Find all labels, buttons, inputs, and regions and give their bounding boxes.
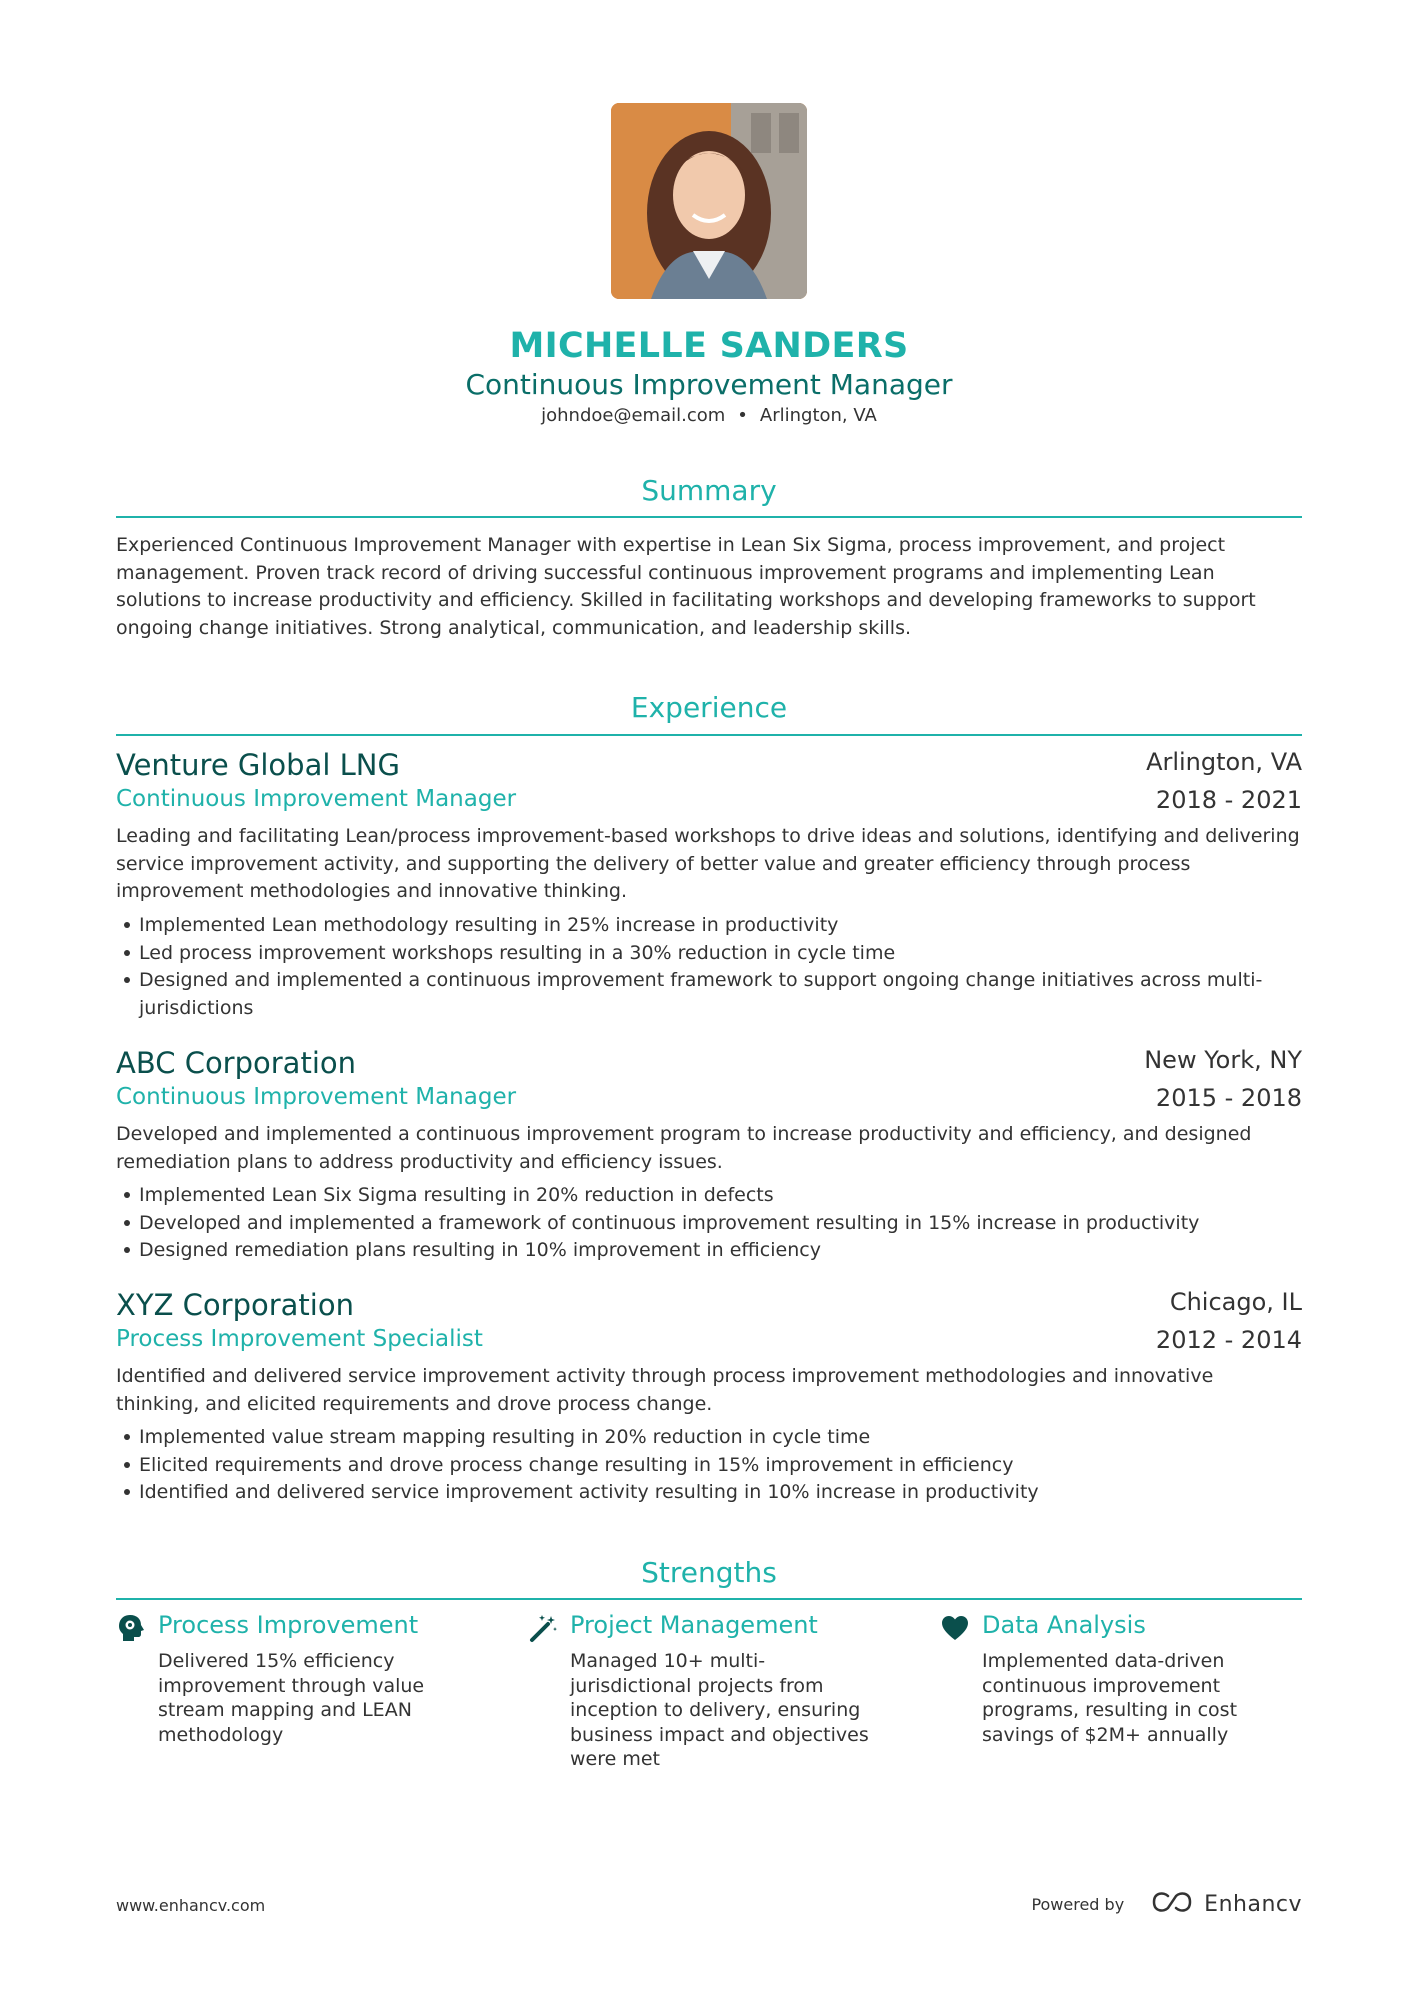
summary-heading: Summary bbox=[641, 474, 777, 507]
contact-location: Arlington, VA bbox=[759, 405, 877, 426]
strength-description: Implemented data-driven continuous improvement programs, resulting in cost savings of $2M+ annually bbox=[982, 1650, 1238, 1746]
strength-description: Delivered 15% efficiency improvement through value stream mapping and LEAN methodology bbox=[158, 1650, 425, 1746]
profile-photo bbox=[611, 103, 807, 299]
heart-icon bbox=[940, 1613, 970, 1643]
job-bullet: Implemented Lean Six Sigma resulting in 20% reduction in defects bbox=[116, 1182, 1302, 1210]
job-title: Continuous Improvement Manager bbox=[116, 1084, 517, 1110]
summary-text: Experienced Continuous Improvement Manager with expertise in Lean Six Sigma, process improvement, and project management. Proven track record of driving successful continuous improvement programs and implementing Lean solutions to increase productivity and efficiency. Skilled in facilitating workshops and developing frameworks to support ongoing change initiatives. Strong analytical, communication, and leadership skills. bbox=[116, 534, 1256, 639]
contact-line bbox=[116, 405, 1302, 426]
job-bullet: Elicited requirements and drove process change resulting in 15% improvement in efficiency bbox=[116, 1452, 1302, 1480]
job-description: Leading and facilitating Lean/process improvement-based workshops to drive ideas and solutions, identifying and delivering service improvement activity, and supporting the delivery of better value and greater efficiency through process improvement methodologies and innovative thinking. bbox=[116, 825, 1300, 902]
job-bullet: Developed and implemented a framework of continuous improvement resulting in 15% increase in productivity bbox=[116, 1210, 1302, 1238]
job-bullets bbox=[116, 1182, 1302, 1265]
email-link[interactable]: johndoe@email.com bbox=[541, 405, 726, 426]
job-bullet: Implemented Lean methodology resulting in 25% increase in productivity bbox=[116, 912, 1302, 940]
strength-description: Managed 10+ multi-jurisdictional projects from inception to delivery, ensuring business impact and objectives were met bbox=[570, 1650, 869, 1770]
job-company: XYZ Corporation bbox=[116, 1288, 354, 1322]
head-gear-icon bbox=[116, 1613, 146, 1643]
magic-wand-icon bbox=[528, 1613, 558, 1643]
job-company: Venture Global LNG bbox=[116, 748, 400, 782]
job-bullet: Implemented value stream mapping resulting in 20% reduction in cycle time bbox=[116, 1424, 1302, 1452]
job-bullets bbox=[116, 912, 1302, 1022]
strength-title: Process Improvement bbox=[158, 1611, 419, 1639]
contact-separator: • bbox=[737, 405, 748, 426]
footer-branding bbox=[1031, 1888, 1302, 1920]
strength-title: Data Analysis bbox=[982, 1611, 1146, 1639]
job-company: ABC Corporation bbox=[116, 1046, 357, 1080]
footer-website-link[interactable]: www.enhancv.com bbox=[116, 1896, 266, 1915]
job-title: Process Improvement Specialist bbox=[116, 1326, 483, 1352]
job-dates: 2015 - 2018 bbox=[1155, 1084, 1302, 1112]
strength-title: Project Management bbox=[570, 1611, 818, 1639]
job-bullets bbox=[116, 1424, 1302, 1507]
experience-divider bbox=[116, 734, 1302, 736]
job-bullet: Led process improvement workshops resulting in a 30% reduction in cycle time bbox=[116, 940, 1302, 968]
job-dates: 2012 - 2014 bbox=[1155, 1326, 1302, 1354]
job-description: Developed and implemented a continuous improvement program to increase productivity and efficiency, and designed remediation plans to address productivity and efficiency issues. bbox=[116, 1123, 1252, 1173]
strengths-heading: Strengths bbox=[641, 1556, 777, 1589]
job-location: Chicago, IL bbox=[1169, 1288, 1302, 1316]
job-bullet: Designed and implemented a continuous improvement framework to support ongoing change initiatives across multi-jurisdictions bbox=[116, 967, 1302, 1022]
strengths-divider bbox=[116, 1598, 1302, 1600]
enhancv-logo-icon bbox=[1150, 1890, 1194, 1918]
powered-by-label: Powered by bbox=[1031, 1894, 1125, 1914]
candidate-name: MICHELLE SANDERS bbox=[509, 326, 909, 366]
job-bullet: Designed remediation plans resulting in 10% improvement in efficiency bbox=[116, 1237, 1302, 1265]
job-bullet: Identified and delivered service improvement activity resulting in 10% increase in productivity bbox=[116, 1479, 1302, 1507]
candidate-role: Continuous Improvement Manager bbox=[465, 368, 953, 401]
experience-heading: Experience bbox=[630, 691, 788, 724]
job-location: Arlington, VA bbox=[1146, 748, 1302, 776]
job-description: Identified and delivered service improvement activity through process improvement methodologies and innovative thinking, and elicited requirements and drove process change. bbox=[116, 1365, 1214, 1415]
job-title: Continuous Improvement Manager bbox=[116, 786, 517, 812]
summary-divider bbox=[116, 516, 1302, 518]
job-dates: 2018 - 2021 bbox=[1155, 786, 1302, 814]
brand-name[interactable]: Enhancv bbox=[1204, 1891, 1302, 1917]
job-location: New York, NY bbox=[1144, 1046, 1302, 1074]
